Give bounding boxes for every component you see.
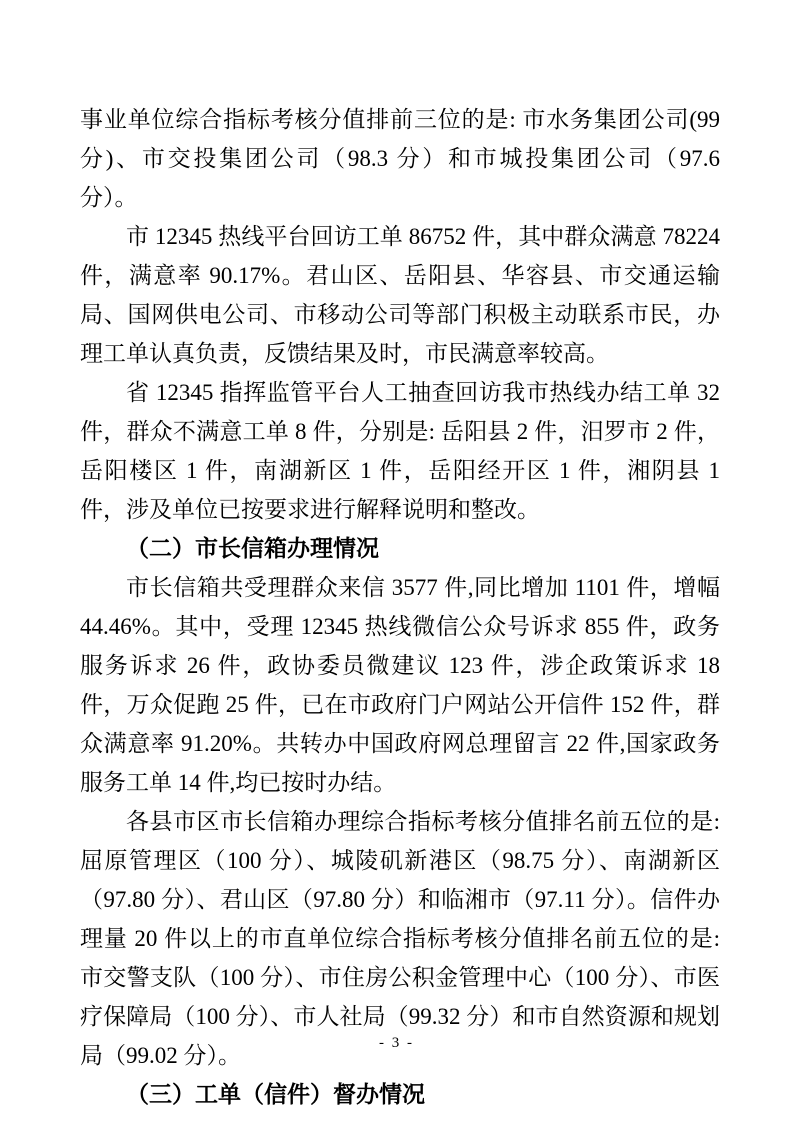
body-paragraph-mailbox-stats: 市长信箱共受理群众来信 3577 件,同比增加 1101 件，增幅 44.46%。其中，受理 12345 热线微信公众号诉求 855 件，政务服务诉求 26 件，政协委员微建议 123 件，涉企政策诉求 18 件，万众促跑 25 件，已在市政府门户网站公开信件 152 件，群众满意率 91.20%。共转办中国政府网总理留言 22 件,国家政务服务工单 14 件,均已按时办结。 (80, 575, 720, 795)
body-paragraph-province-spotcheck: 省 12345 指挥监管平台人工抽查回访我市热线办结工单 32 件，群众不满意工单 8 件，分别是: 岳阳县 2 件，汨罗市 2 件，岳阳楼区 1 件，南湖新区 1 件，岳阳经开区 1 件，湘阴县 1 件，涉及单位已按要求进行解释说明和整改。 (80, 380, 720, 522)
body-paragraph-mailbox-rankings: 各县市区市长信箱办理综合指标考核分值排名前五位的是:屈原管理区（100 分）、城陵矶新港区（98.75 分）、南湖新区（97.80 分）、君山区（97.80 分）和临湘市（97.11 分）。信件办理量 20 件以上的市直单位综合指标考核分值排名前五位的是: 市交警支队（100 分）、市住房公积金管理中心（100 分）、市医疗保障局（100 分）、市人社局（99.32 分）和市自然资源和规划局（99.02 分）。 (80, 809, 720, 1068)
document-body (80, 100, 720, 1114)
body-paragraph-hotline-callbacks: 市 12345 热线平台回访工单 86752 件，其中群众满意 78224 件，满意率 90.17%。君山区、岳阳县、华容县、市交通运输局、国网供电公司、市移动公司等部门积极主动联系市民，办理工单认真负责，反馈结果及时，市民满意率较高。 (80, 224, 720, 366)
section-heading-mayor-mailbox: （二）市长信箱办理情况 (126, 536, 379, 561)
page-number: - 3 - (379, 1035, 414, 1051)
section-heading-supervision: （三）工单（信件）督办情况 (126, 1082, 425, 1107)
body-paragraph-unit-assessment: 事业单位综合指标考核分值排前三位的是: 市水务集团公司(99 分)、市交投集团公司（98.3 分）和市城投集团公司（97.6 分）。 (80, 107, 720, 210)
